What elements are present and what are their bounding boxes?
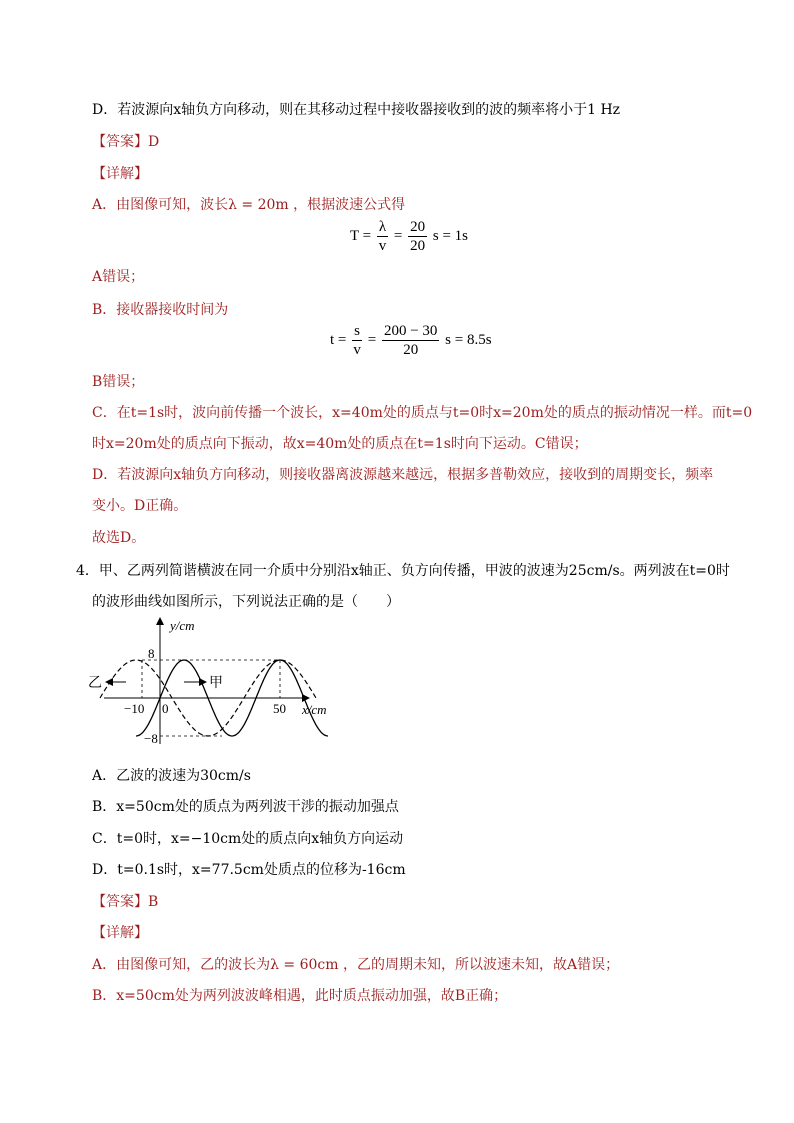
q4-expl-b: B．x=50cm处为两列波波峰相遇，此时质点振动加强，故B正确；	[92, 988, 508, 1004]
fraction-num: 200 − 30	[383, 323, 438, 339]
q4-explain-heading: 【详解】	[92, 925, 148, 941]
fraction	[382, 322, 439, 359]
y-axis-label: y/cm	[170, 618, 195, 633]
q4-option-c: C．t=0时，x=−10cm处的质点向x轴负方向运动	[92, 831, 404, 847]
x-tick-neg10: −10	[124, 701, 145, 716]
x-axis-label: x/cm	[302, 702, 327, 717]
q3-formula-time	[330, 322, 492, 359]
fraction-den: v	[378, 238, 387, 254]
fraction-num: s	[354, 323, 360, 339]
q3-b-wrong: B错误；	[92, 374, 145, 390]
q4-stem-line1: 4．甲、乙两列简谐横波在同一介质中分别沿x轴正、负方向传播，甲波的波速为25cm/s。两列波在t=0时	[76, 563, 730, 579]
fraction-den: 20	[410, 238, 426, 254]
q3-a-wrong: A错误；	[92, 269, 145, 285]
q3-option-d: D．若波源向x轴负方向移动，则在其移动过程中接收器接收到的波的频率将小于1 Hz	[92, 102, 621, 118]
formula-rhs: s = 1s	[432, 227, 468, 244]
q3-expl-d-line2: 变小。D正确。	[92, 498, 188, 514]
q4-option-d: D．t=0.1s时，x=77.5cm处质点的位移为-16cm	[92, 862, 406, 878]
q3-choice: 故选D。	[92, 530, 146, 546]
fraction-den: 20	[403, 342, 419, 358]
q3-explain-heading: 【详解】	[92, 166, 148, 182]
q3-answer: 【答案】D	[92, 134, 160, 150]
y-tick-bottom: −8	[144, 731, 158, 746]
q3-expl-d-line1: D．若波源向x轴负方向移动，则接收器离波源越来越远，根据多普勒效应，接收到的周期变长，频率	[92, 467, 714, 483]
y-tick-top: 8	[148, 646, 155, 661]
q3-expl-c-line1: C．在t=1s时，波向前传播一个波长，x=40m处的质点与t=0时x=20m处的质点的振动情况一样。而t=0	[92, 405, 753, 421]
fraction	[377, 218, 388, 255]
formula-eq: =	[367, 331, 377, 348]
x-tick-50: 50	[273, 701, 286, 716]
x-tick-origin: 0	[162, 701, 169, 716]
formula-eq: =	[393, 227, 403, 244]
fraction-den: v	[353, 342, 361, 358]
wave-yi-label: 乙	[88, 676, 102, 691]
formula-lhs: T =	[350, 227, 372, 244]
q3-formula-period	[350, 218, 468, 255]
fraction-num: 20	[410, 219, 426, 235]
fraction	[352, 322, 362, 359]
formula-lhs: t =	[330, 331, 347, 348]
fraction	[408, 218, 427, 255]
wave-figure	[84, 614, 344, 754]
q3-expl-a: A．由图像可知，波长λ = 20m ，根据波速公式得	[92, 197, 406, 213]
formula-rhs: s = 8.5s	[445, 331, 492, 348]
fraction-num: λ	[378, 219, 387, 235]
q4-expl-a: A．由图像可知，乙的波长为λ = 60cm ，乙的周期未知，所以波速未知，故A错误；	[92, 957, 620, 973]
q4-option-a: A．乙波的波速为30cm/s	[92, 768, 251, 784]
q4-answer: 【答案】B	[92, 894, 159, 910]
q3-expl-c-line2: 时x=20m处的质点向下振动，故x=40m处的质点在t=1s时向下运动。C错误；	[92, 436, 588, 452]
wave-jia-label: 甲	[209, 676, 223, 691]
q4-stem-line2: 的波形曲线如图所示，下列说法正确的是（ ）	[92, 594, 400, 610]
q3-expl-b: B．接收器接收时间为	[92, 302, 229, 318]
q4-option-b: B．x=50cm处的质点为两列波干涉的振动加强点	[92, 799, 399, 815]
